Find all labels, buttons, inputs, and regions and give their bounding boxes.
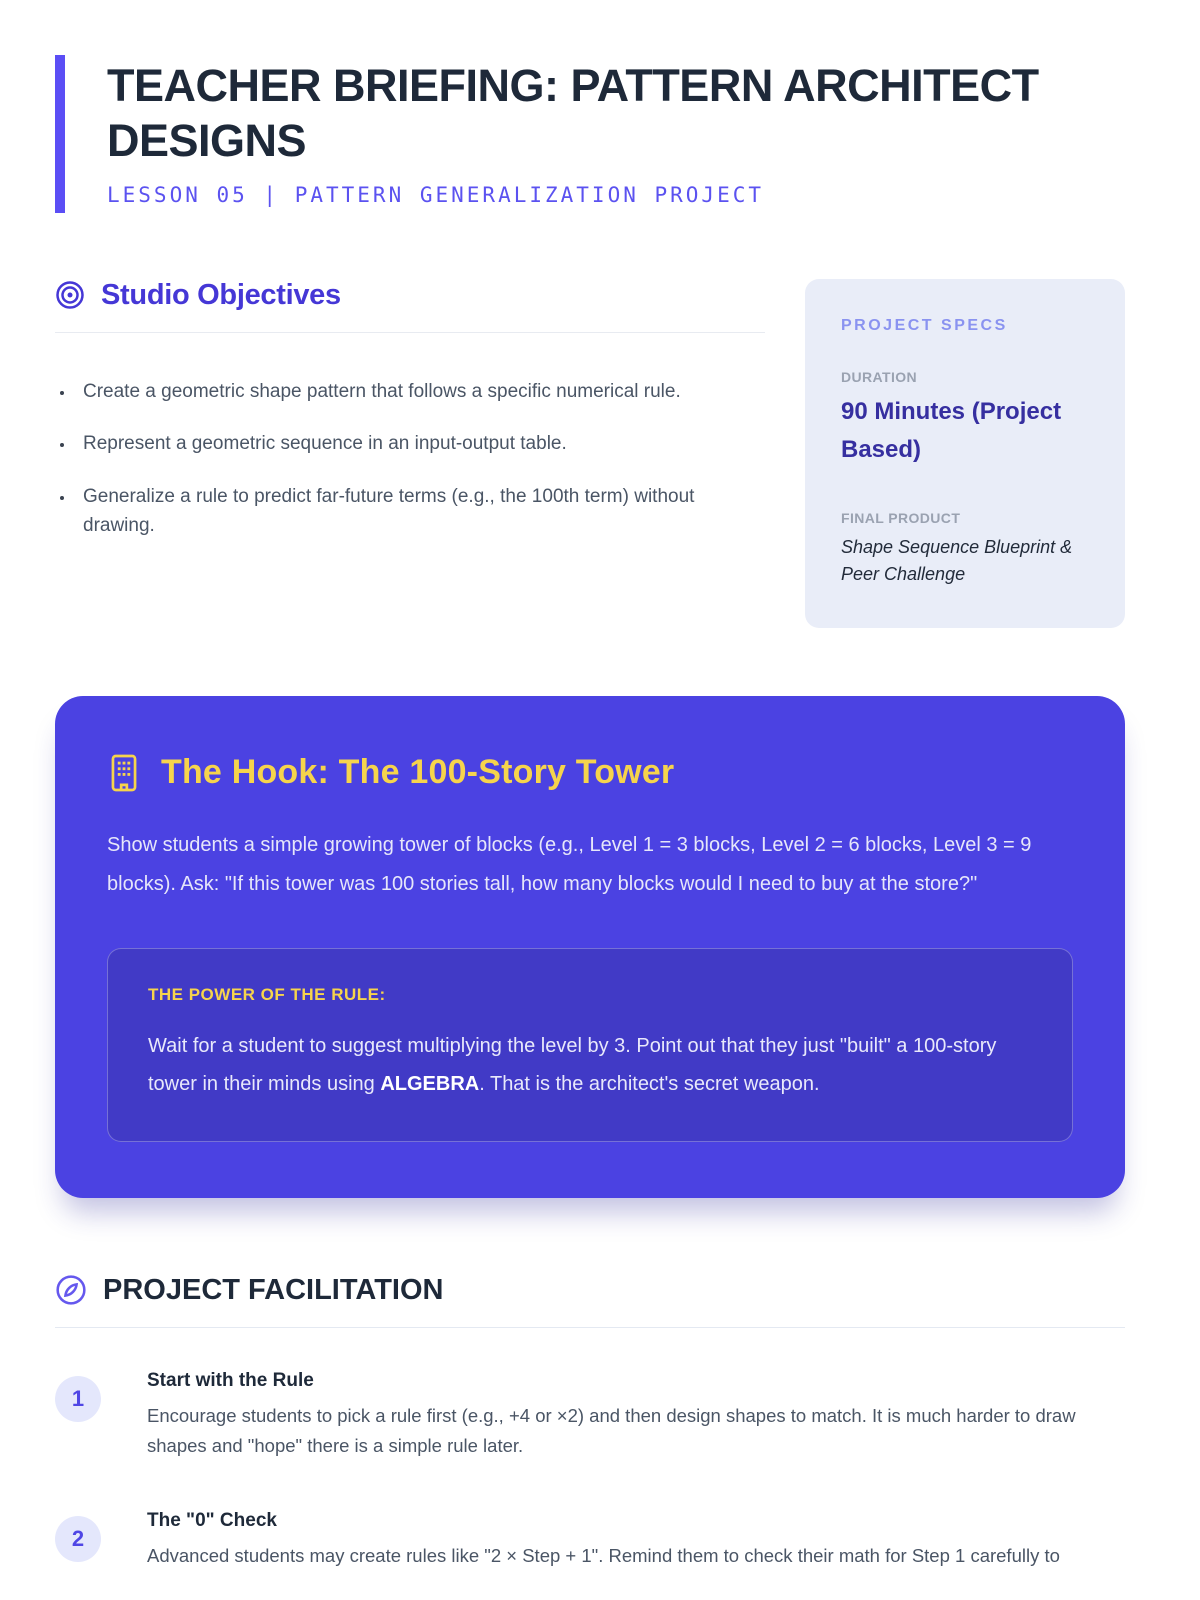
bullseye-icon (55, 280, 85, 310)
objectives-specs-section (55, 279, 1125, 628)
step-body (147, 1510, 1060, 1572)
facilitation-header (55, 1274, 1125, 1307)
objectives-divider (55, 332, 765, 333)
building-icon (107, 752, 141, 794)
callout-text-bold: ALGEBRA (380, 1072, 480, 1095)
step-body (147, 1370, 1092, 1462)
step-title: The "0" Check (147, 1509, 277, 1531)
objectives-list (55, 377, 765, 541)
callout-text-post: . That is the architect's secret weapon. (479, 1072, 820, 1095)
page-title: TEACHER BRIEFING: PATTERN ARCHITECT DESIGNS (107, 60, 1039, 166)
final-product-value: Shape Sequence Blueprint & Peer Challenge (841, 536, 1073, 584)
hook-header (107, 752, 1073, 794)
doc-header (55, 55, 1125, 213)
objective-item: • Represent a geometric sequence in an input-output table. (75, 429, 715, 458)
compass-icon (55, 1274, 87, 1306)
facilitation-step (55, 1510, 1125, 1572)
step-title: Start with the Rule (147, 1369, 314, 1391)
hook-banner (55, 696, 1125, 1198)
objectives-heading: Studio Objectives (101, 278, 341, 311)
duration-value: 90 Minutes (Project Based) (841, 397, 1062, 464)
callout-text-pre: Wait for a student to suggest multiplying the level by 3. Point out that they just "built" a 100-story tower in their minds using (148, 1034, 997, 1095)
specs-heading: PROJECT SPECS (841, 316, 1008, 334)
hook-title: The Hook: The 100-Story Tower (161, 753, 675, 792)
facilitation-section (55, 1274, 1125, 1572)
objective-item: • Generalize a rule to predict far-future terms (e.g., the 100th term) without drawing. (75, 482, 715, 541)
facilitation-divider (55, 1327, 1125, 1328)
step-number-badge: 1 (55, 1376, 101, 1422)
facilitation-steps (55, 1370, 1125, 1572)
facilitation-heading: PROJECT FACILITATION (103, 1273, 444, 1306)
duration-label: DURATION (841, 368, 918, 385)
facilitation-step (55, 1370, 1125, 1462)
lesson-subtitle: LESSON 05 | PATTERN GENERALIZATION PROJECT (107, 182, 765, 207)
project-specs-card (805, 279, 1125, 628)
objective-item: • Create a geometric shape pattern that follows a specific numerical rule. (75, 377, 715, 406)
final-product-label: FINAL PRODUCT (841, 509, 961, 526)
objectives-header (55, 279, 765, 312)
step-text: Advanced students may create rules like "2 × Step + 1". Remind them to check their math for Step 1 carefully to (147, 1544, 1060, 1566)
step-number-badge: 2 (55, 1516, 101, 1562)
hook-body: Show students a simple growing tower of blocks (e.g., Level 1 = 3 blocks, Level 2 = 6 blocks, Level 3 = 9 blocks). Ask: "If this tower was 100 stories tall, how many blocks would I need to buy at the store?" (107, 833, 1032, 895)
step-text: Encourage students to pick a rule first (e.g., +4 or ×2) and then design shapes to match. It is much harder to draw shapes and "hope" there is a simple rule later. (147, 1404, 1076, 1457)
objectives-column (55, 279, 765, 564)
callout-text (148, 1027, 1032, 1103)
hook-callout (107, 948, 1073, 1142)
callout-label: THE POWER OF THE RULE: (148, 984, 386, 1004)
